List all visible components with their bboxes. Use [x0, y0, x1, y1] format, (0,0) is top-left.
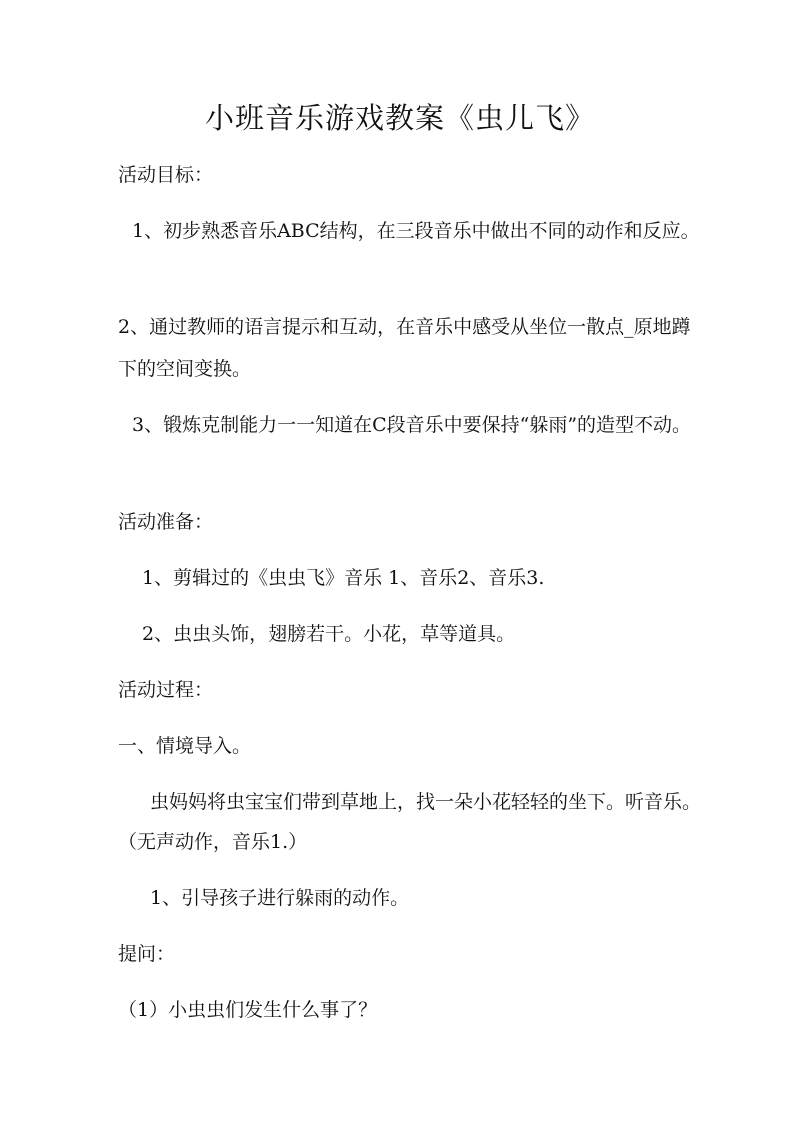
goal-item-2-continued: 下的空间变换。	[118, 358, 252, 380]
goal-item-3: 3、锻炼克制能力一一知道在C段音乐中要保持“躲雨”的造型不动。	[132, 414, 692, 436]
section-heading-goals: 活动目标：	[118, 164, 214, 186]
preparation-item-1: 1、剪辑过的《虫虫飞》音乐 1、音乐2、音乐3.	[142, 567, 545, 589]
goal-item-1: 1、初步熟悉音乐ABC结构，在三段音乐中做出不同的动作和反应。	[132, 220, 700, 242]
process-paragraph: 虫妈妈将虫宝宝们带到草地上，找一朵小花轻轻的坐下。听音乐。	[150, 791, 702, 813]
question-heading: 提问：	[118, 943, 176, 965]
question-item-1: （1）小虫虫们发生什么事了？	[118, 999, 378, 1021]
goal-item-2: 2、通过教师的语言提示和互动，在音乐中感受从坐位一散点_原地蹲	[118, 316, 691, 338]
section-heading-process: 活动过程：	[118, 679, 214, 701]
preparation-item-2: 2、虫虫头饰，翅膀若干。小花，草等道具。	[142, 623, 516, 645]
document-title: 小班音乐游戏教案《虫儿飞》	[204, 101, 595, 135]
section-heading-preparation: 活动准备：	[118, 511, 214, 533]
process-paragraph-continued: （无声动作，音乐1.）	[118, 831, 308, 853]
process-item-1: 1、引导孩子进行躲雨的动作。	[150, 887, 410, 909]
process-step-heading: 一、情境导入。	[118, 735, 252, 757]
